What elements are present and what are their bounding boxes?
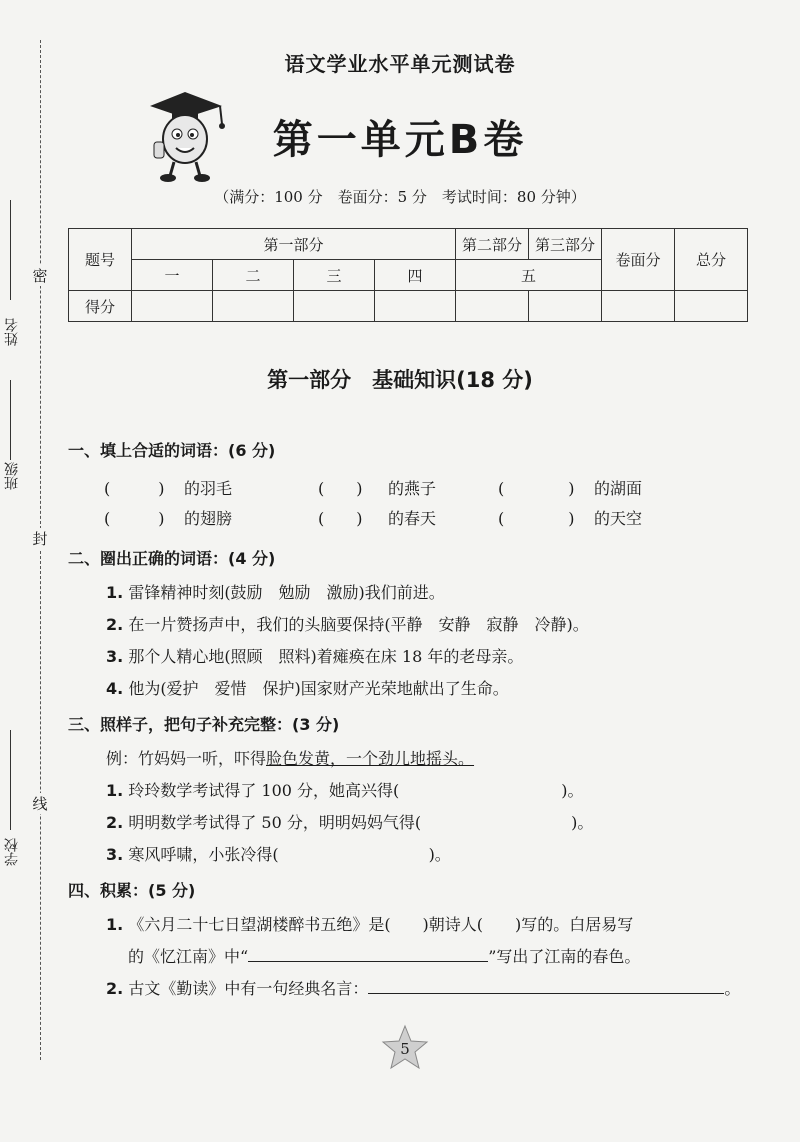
- q1-item-6: 的天空: [594, 509, 643, 528]
- series-title: 语文学业水平单元测试卷: [284, 52, 516, 76]
- q2-item-1[interactable]: [106, 580, 445, 603]
- q3-item-2: [106, 810, 593, 833]
- q2-title: 二、圈出正确的词语：(4 分): [68, 549, 276, 568]
- part2-header: 第二部分: [456, 229, 529, 260]
- score-cell[interactable]: [375, 291, 456, 322]
- q4-num-1: 1.: [106, 915, 124, 934]
- q3-end-2: )。: [571, 813, 594, 832]
- q4-item-1-cont: [128, 944, 640, 967]
- q3-end-1: )。: [561, 781, 584, 800]
- seal-word-mi: 密: [30, 265, 50, 286]
- q4-line-2b: ”写出了江南的春色。: [488, 947, 641, 966]
- q1-item-2: 的燕子: [388, 479, 437, 498]
- q2-num-2: 2.: [106, 615, 124, 634]
- school-blank[interactable]: [10, 730, 12, 830]
- q2-num-3: 3.: [106, 647, 124, 666]
- q4-item-2: [106, 976, 740, 999]
- sub-header-2: 二: [213, 260, 294, 291]
- q3-item-1: [106, 778, 584, 801]
- q4-line-2a: 的《忆江南》中“: [128, 947, 249, 966]
- q2-item-4[interactable]: [106, 676, 509, 699]
- score-table: [68, 228, 748, 322]
- binding-margin: [0, 0, 46, 1142]
- exam-meta: （满分：100 分 卷面分：5 分 考试时间：80 分钟）: [214, 188, 586, 206]
- part3-header: 第三部分: [529, 229, 602, 260]
- row-head-question: 题号: [69, 229, 132, 291]
- score-cell[interactable]: [213, 291, 294, 322]
- q4-line-1: 《六月二十七日望湖楼醉书五绝》是( )朝诗人( )写的。白居易写: [128, 915, 634, 934]
- q3-text-2: 明明数学考试得了 50 分，明明妈妈气得(: [128, 813, 422, 832]
- sub-header-5: 五: [456, 260, 602, 291]
- q4-line-3: 古文《勤读》中有一句经典名言：: [128, 979, 369, 998]
- q1-row-1b: [318, 476, 436, 499]
- q1-blank-4[interactable]: ( ): [104, 509, 165, 528]
- q3-num-1: 1.: [106, 781, 124, 800]
- q3-title: 三、照样子，把句子补充完整：(3 分): [68, 715, 340, 734]
- q1-item-1: 的羽毛: [184, 479, 233, 498]
- q2-text-3: 那个人精心地(照顾 照料)着瘫痪在床 18 年的老母亲。: [128, 647, 524, 666]
- q1-row-2c: [498, 506, 642, 529]
- q1-blank-5[interactable]: ( ): [318, 509, 363, 528]
- q4-line-3-end: 。: [724, 979, 741, 998]
- school-label: 学校: [4, 838, 20, 866]
- q2-item-3[interactable]: [106, 644, 523, 667]
- q1-title: 一、填上合适的词语：(6 分): [68, 441, 276, 460]
- q1-blank-3[interactable]: ( ): [498, 479, 575, 498]
- score-cell[interactable]: [132, 291, 213, 322]
- q1-row-1c: [498, 476, 642, 499]
- total-header: 总分: [675, 229, 748, 291]
- page-number-star-icon: [381, 1024, 429, 1072]
- sub-header-4: 四: [375, 260, 456, 291]
- page-number: 5: [400, 1040, 410, 1058]
- name-label: 姓名: [4, 318, 20, 346]
- score-cell[interactable]: [602, 291, 675, 322]
- score-cell[interactable]: [529, 291, 602, 322]
- sub-header-3: 三: [294, 260, 375, 291]
- score-cell[interactable]: [675, 291, 748, 322]
- q3-example-prefix: 例：竹妈妈一听，吓得: [106, 749, 267, 768]
- q1-blank-1[interactable]: ( ): [104, 479, 165, 498]
- q3-item-3: [106, 842, 451, 865]
- q3-end-3: )。: [428, 845, 451, 864]
- q2-text-1: 雷锋精神时刻(鼓励 勉励 激励)我们前进。: [128, 583, 445, 602]
- q1-row-2b: [318, 506, 436, 529]
- score-cell[interactable]: [294, 291, 375, 322]
- q1-row-1: [104, 476, 232, 499]
- seal-word-xian: 线: [30, 793, 50, 814]
- part1-title: 第一部分 基础知识(18 分): [267, 368, 533, 392]
- q4-num-2: 2.: [106, 979, 124, 998]
- q1-blank-2[interactable]: ( ): [318, 479, 363, 498]
- class-label: 班级: [4, 462, 20, 490]
- q2-num-1: 1.: [106, 583, 124, 602]
- sub-header-1: 一: [132, 260, 213, 291]
- q2-text-2: 在一片赞扬声中，我们的头脑要保持(平静 安静 寂静 冷静)。: [128, 615, 589, 634]
- q3-num-3: 3.: [106, 845, 124, 864]
- name-blank[interactable]: [10, 200, 12, 300]
- q3-text-1: 玲玲数学考试得了 100 分，她高兴得(: [128, 781, 400, 800]
- q1-row-2: [104, 506, 232, 529]
- q3-example-underlined: 脸色发黄，一个劲儿地摇头。: [266, 749, 475, 768]
- q4-blank-poem[interactable]: [248, 945, 488, 962]
- neatness-header: 卷面分: [602, 229, 675, 291]
- q1-item-4: 的翅膀: [184, 509, 233, 528]
- q3-text-3: 寒风呼啸，小张冷得(: [128, 845, 279, 864]
- part1-header: 第一部分: [132, 229, 456, 260]
- q1-item-5: 的春天: [388, 509, 437, 528]
- q2-item-2[interactable]: [106, 612, 589, 635]
- q2-num-4: 4.: [106, 679, 124, 698]
- q3-num-2: 2.: [106, 813, 124, 832]
- q2-text-4: 他为(爱护 爱惜 保护)国家财产光荣地献出了生命。: [128, 679, 509, 698]
- row-head-score: 得分: [69, 291, 132, 322]
- q1-blank-6[interactable]: ( ): [498, 509, 575, 528]
- q4-title: 四、积累：(5 分): [68, 881, 196, 900]
- unit-title: 第一单元B卷: [272, 117, 528, 163]
- seal-word-feng: 封: [30, 528, 50, 549]
- q1-item-3: 的湖面: [594, 479, 643, 498]
- q3-example: [106, 746, 474, 769]
- q4-blank-quote[interactable]: [368, 977, 724, 994]
- q4-item-1: [106, 912, 633, 935]
- score-cell[interactable]: [456, 291, 529, 322]
